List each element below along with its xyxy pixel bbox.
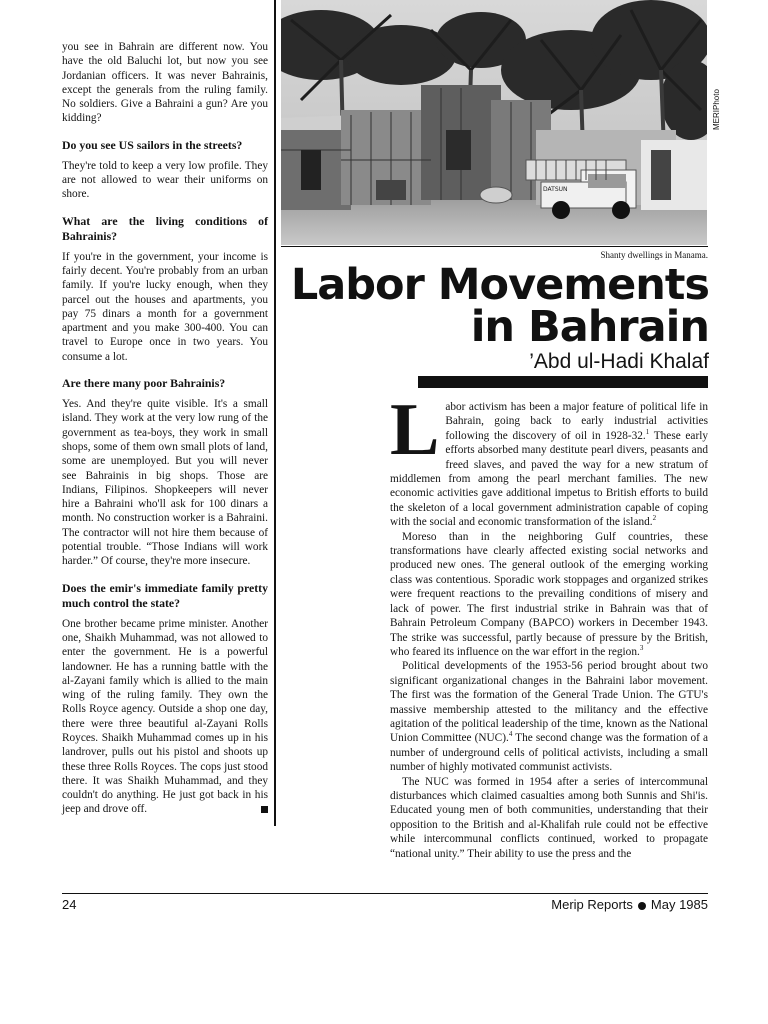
- question-heading: Do you see US sailors in the streets?: [62, 137, 243, 152]
- answer-text: They're told to keep a very low profile. They are not allowed to wear their uniforms on shore.: [62, 159, 268, 201]
- paragraph: [390, 389, 708, 530]
- question-heading: Are there many poor Bahrainis?: [62, 376, 226, 391]
- paragraph: [390, 659, 708, 774]
- answer-text: Yes. And they're quite visible. It's a small island. They work at the very low rung of the government as tea-boys, they work in small shops, some of them own small plots of land, some are unemployed. But you will never see Bahrainis in big shops. Those are Indians, Filipinos. Shopkeepers will never hire a Bahraini who'll ask for 100 dinars a month. No construction worker is a Bahraini. The contractor will not hire them because of potential trouble. “Those Indians will work harder.” Of course, they're more insecure.: [62, 398, 268, 568]
- photo-caption: Shanty dwellings in Manama.: [600, 250, 708, 260]
- footnote-ref: 4: [508, 730, 513, 739]
- footnote-ref: 2: [652, 514, 657, 523]
- answer-text: If you're in the government, your income is fairly decent. You're probably from an urban family. If you're lucky enough, when they parcel out the houses and apartments, you pay 75 dinars a month for a government apartment and you make 300-400. You can travel to Europe once in two years. You consume a lot.: [62, 250, 268, 363]
- end-of-article-mark: [261, 806, 268, 813]
- shanty-photo: [281, 0, 707, 245]
- footnote-ref: 3: [639, 644, 644, 653]
- page-number: 24: [62, 897, 77, 912]
- paragraph-text: These early efforts absorbed many destitute pearl divers, peasants and freed slaves, and paved the way for a new stratum of middlemen from among the pearl merchant families. The new economic activities gave additional impetus to British efforts to build the skeleton of a local government administration capable of coping with the social and economic transformation of the island.: [390, 429, 708, 529]
- paragraph-text: The second change was the formation of a number of underground cells of political activists, including a small number of highly motivated communist activists.: [390, 732, 709, 774]
- bullet-icon: [638, 902, 646, 910]
- author-byline: ’Abd ul-Hadi Khalaf: [529, 350, 709, 373]
- title-line-1: Labor Movements: [290, 260, 709, 310]
- column-divider: [274, 0, 276, 826]
- paragraph: [390, 530, 708, 660]
- title-bar: [418, 376, 708, 388]
- drop-cap: L: [390, 389, 440, 471]
- publication-name: Merip Reports: [551, 897, 633, 912]
- publication-line: [551, 897, 708, 912]
- paragraph-text: The NUC was formed in 1954 after a series of intercommunal disturbances which claimed casualties among both Sunnis and Shi'is. Educated young men of both communities, understanding that their opposition to the British and al-Khalifah rule could not be effective while intercommunal conflicts continued, worked to propagate “national unity.” Their ability to use the press and the: [390, 775, 708, 860]
- issue-date: May 1985: [650, 897, 708, 912]
- footnote-ref: 1: [645, 428, 650, 437]
- question-heading: Does the emir's immediate family pretty much control the state?: [62, 580, 268, 610]
- paragraph: [390, 775, 708, 861]
- article-body: [390, 389, 709, 861]
- answer-text-body: One brother became prime minister. Another one, Shaikh Muhammad, was not allowed to enter the government. He is a powerful landowner. He has a running battle with the al-Zayani family which is allied to the main wing of the ruling family. They own the Rolls Royce agency. Outside a shop one day, there were three beautiful al-Zayani Rolls Royces. Shaikh Muhammad comes up in his landrover, pulls out his pistol and shoots up these three Rolls Royces. The cops just stood there. It was Shaikh Muhammad, and they couldn't do anything. He just got back in his jeep and drove off.: [62, 617, 268, 816]
- footer-rule: [62, 893, 708, 894]
- paragraph-text: Political developments of the 1953-56 period brought about two significant organizational changes in the Bahraini labor movement. The first was the formation of the General Trade Union. The GTU's massive membership attested to the militancy and the effective agitation of the political leadership of the time, known as the National Union Committee (NUC).: [390, 660, 708, 745]
- answer-text: [62, 617, 268, 817]
- photo-credit: MERIPhoto: [712, 89, 721, 130]
- paragraph-text: abor activism has been a major feature of political life in Bahrain, going back to early industrial activities following the discovery of oil in 1928-32.: [445, 401, 708, 442]
- question-heading: What are the living conditions of Bahrainis?: [62, 213, 268, 243]
- title-line-2: in Bahrain: [470, 302, 709, 352]
- interview-column: [62, 40, 268, 817]
- paragraph-text: Moreso than in the neighboring Gulf countries, these transformations have clearly affected existing social networks and produced new ones. The general outlook of the emerging working class was contentious. Sporadic work stoppages and organized strikes were frequent reactions to the prevailing conditions of misery and lack of power. The first industrial strike in Bahrain was that of Bahrain Petroleum Company (BAPCO) workers in December 1943. The strike was successful, partly because of pressure by the British, who feared its influence on the war effort in the region.: [390, 530, 708, 658]
- photo-rule: [281, 246, 708, 247]
- answer-text: you see in Bahrain are different now. You have the old Baluchi lot, but now you see Jordanian officers. It was never Bahrainis, except the generals from the ruling family. No soldiers. Give a Bahraini a gun? Are you kidding?: [62, 41, 268, 125]
- article-title: [283, 260, 709, 352]
- truck-sign-text: DATSUN: [543, 186, 568, 193]
